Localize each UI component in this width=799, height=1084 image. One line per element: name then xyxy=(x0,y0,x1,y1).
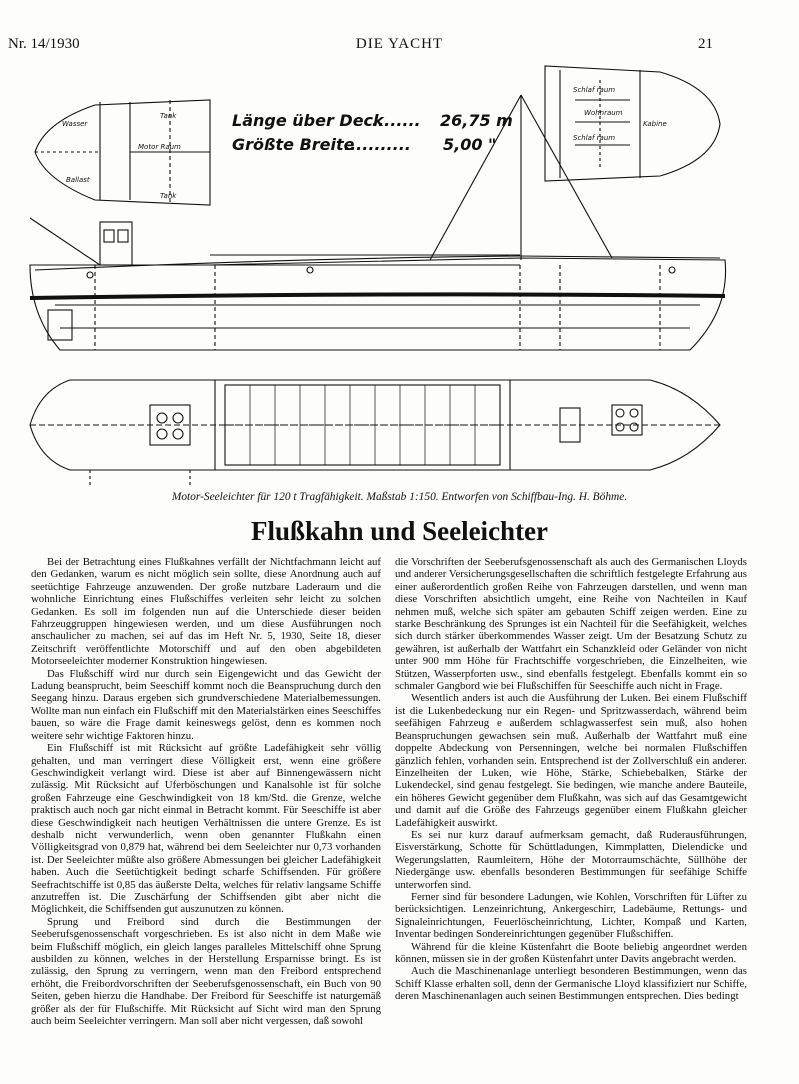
beam-label: Größte Breite xyxy=(232,135,355,154)
length-dots: ........ xyxy=(372,111,421,130)
label-right-mid: Wohnraum xyxy=(584,109,623,117)
article-column-left xyxy=(31,556,381,1027)
magazine-title: DIE YACHT xyxy=(355,36,444,52)
article-column-right xyxy=(395,556,747,1003)
label-tank-bottom: Tank xyxy=(160,192,177,200)
side-profile-hull xyxy=(30,258,726,350)
label-wasser: Wasser xyxy=(62,120,88,128)
issue-number: Nr. 14/1930 xyxy=(8,36,80,52)
paragraph: Während für die kleine Küstenfahrt die Boote beliebig angeordnet werden können, müssen sie in der großen Küstenfahrt unter Davits angebracht werden. xyxy=(395,940,747,965)
label-ballast: Ballast xyxy=(66,176,90,184)
length-value: 26,75 m xyxy=(440,111,513,130)
article-title: Flußkahn und Seeleichter xyxy=(250,516,549,546)
paragraph: Sprung und Freibord sind durch die Bestimmungen der Seeberufsgenossenschaft vorgeschrieben. Es ist also nicht in dem Maße wie beim Flußschiff möglich, ein gleich langes paralleles Mittelschiff ohne Sprung ausbilden zu können, welches in der Herstellung Ersparnisse bringt. Es ist zulässig, den Sprung zu verringern, wenn man den Freibord entsprechend erhöht, die Freibordvorschriften der Seeberufsgenossenschaft, ein Buch von 90 Seiten, geben hierzu die Handhabe. Der Freibord für Seeschiffe ist naturgemäß größer als der für Flußschiffe. Mit Rücksicht auf Sicht wird man den Sprung auch beim Seeleichter verringern. Man soll aber nicht vergessen, daß sowohl xyxy=(31,915,381,1028)
paragraph: Das Flußschiff wird nur durch sein Eigengewicht und das Gewicht der Ladung beansprucht, beim Seeschiff kommt noch die Beanspruchung durch den Seegang hinzu. Daraus ergeben sich grundverschiedene Materialbemessungen. Wollte man nun einfach ein Flußschiff mit den Materialstärken eines Seeschiffes bauen, so wäre die Frage damit keineswegs gelöst, denn es kommen noch weitere sehr wichtige Faktoren hinzu. xyxy=(31,667,381,742)
label-tank-top: Tank xyxy=(160,112,177,120)
label-right-side: Kabine xyxy=(643,120,667,128)
wheelhouse xyxy=(100,222,132,265)
ship-drawing xyxy=(0,60,799,500)
paragraph: Es sei nur kurz darauf aufmerksam gemacht, daß Ruderausführungen, Eisverstärkung, Schotte für Schüttladungen, Kimmplatten, Dielendicke und Wegerungslatten, Raumleitern, Höhe der Motorraumschächte, Süllhöhe der Niedergänge usw. ebenfalls besonderen Bestimmungen für seefähige Schiffe unterworfen sind. xyxy=(395,828,747,891)
beam-dots: ........... xyxy=(344,135,411,154)
figure-caption: Motor-Seeleichter für 120 t Tragfähigkeit. Maßstab 1:150. Entworfen von Schiffbau-Ing. H. Böhme. xyxy=(171,491,628,503)
paragraph: Bei der Betrachtung eines Flußkahnes verfällt der Nichtfachmann leicht auf den Gedanken, warum es nicht möglich sein sollte, diese Anordnung auch auf seetüchtige Fahrzeuge anzuwenden. Der große nutzbare Laderaum und die wohnliche Einrichtung eines Flußschiffes verleiten sehr leicht zu solchen Gedanken. Es soll im folgenden nun auf die Unterschiede dieser beiden Fahrzeuggruppen hingewiesen werden, und um diese Ausführungen noch anschaulicher zu machen, sei auf das im Heft Nr. 5, 1930, Seite 18, dieser Zeitschrift veröffentlichte Motorschiff und auf den oben abgebildeten Motorseeleichter moderner Konstruktion hingewiesen. xyxy=(31,556,381,668)
paragraph: Wesentlich anders ist auch die Ausführung der Luken. Bei einem Flußschiff ist die Lukenbedeckung nur ein Regen- und Spritzwasserdach, während beim seefähigen Fahrzeug e außerdem schlagwasserfest sein muß, also hohen Beanspruchungen gewachsen sein muß. Außerhalb der Wattfahrt muß eine doppelte Abdeckung von Persenningen, welche bei normalen Flußschiffen gänzlich fehlen, vorhanden sein. Entsprechend ist der Zollverschluß ein anderer. Einzelheiten der Luken, wie Höhe, Stärke, Schiebebalken, Stärke der Lukendeckel, sind genau festgelegt. Sie bedingen, wie manche andere Bauteile, ein höheres Gewicht gegenüber dem Flußkahn, was sich auf das Gesamtgewicht und damit auf die Größe des Fahrzeugs gegenüber einem Flußkahn gleicher Ladefähigkeit auswirkt. xyxy=(395,692,747,829)
paragraph: Ferner sind für besondere Ladungen, wie Kohlen, Vorschriften für Lüfter zu berücksichtigen. Lenzeinrichtung, Ankergeschirr, Ladebäume, Rettungs- und Signaleinrichtungen, Feuerlöscheinrichtung, Lichter, Kompaß und Karten, Inventar bedingen Sondereinrichtungen gegenüber Flußschiffen. xyxy=(395,890,747,941)
label-motor-raum: Motor Raum xyxy=(138,143,181,151)
paragraph: die Vorschriften der Seeberufsgenossenschaft als auch des Germanischen Lloyds und anderer Versicherungsgesellschaften die schriftlich festgelegte Erfahrung aus einer außerordentlich großen Reihe von Fahrzeugen darstellen, und wenn man diese Vorschriften absichtlich umgeht, eine Reihe von Nachteilen in Kauf nehmen muß, welche sich später am gebauten Schiff zeigen werden. Eine zu starke Beschränkung des Sprunges ist ein Nachteil für die Seefähigkeit, welches sich durch stärker überkommendes Wasser zeigt. Um der Besatzung Schutz zu gewähren, ist außerhalb der Wattfahrt ein Schanzkleid oder Geländer von nicht unter 900 mm Höhe für Frachtschiffe vorgeschrieben, die Einzelheiten, wie Stützen, Wasserpforten usw., sind ebenfalls festgelegt. Ebenfalls kommt ein so schmaler Gangbord wie bei Flußschiffen für Seeschiffe auch nicht in Frage. xyxy=(395,556,747,693)
section-plan-right xyxy=(545,66,720,181)
paragraph: Ein Flußschiff ist mit Rücksicht auf größte Ladefähigkeit sehr völlig gehalten, und man verringert diese Völligkeit erst, wenn eine größere Geschwindigkeit verlangt wird. Diese ist aber auf Binnengewässern nicht zulässig. Mit Rücksicht auf Uferböschungen und Kanalsohle ist für solche großen Fahrzeuge eine Geschwindigkeit von 18 km/Std. die Grenze, welche praktisch auch noch gar nicht einmal in Betracht kommt. Für Seeschiffe ist aber diese Geschwindigkeit nach heutigen Verhältnissen die untere Grenze. Es ist deshalb nicht verwunderlich, wenn oben genannter Flußkahn einen Völligkeitsgrad von 0,879 hat, während bei dem Seeleichter nur 0,73 vorhanden ist. Der Seeleichter müßte also größere Abmessungen bei gleicher Ladefähigkeit haben. Auch die Seetüchtigkeit bedingt scharfe Schiffsenden. Für größere Seefrachtschiffe ist 0,85 das äußerste Delta, welches für relativ langsame Schiffe anzutreffen ist. Die Zuschärfung der Schiffsenden gibt aber nicht die Möglichkeit, die Schiffsenden gut auszunutzen zu können. xyxy=(31,742,381,916)
label-right-bottom: Schlaf raum xyxy=(573,134,616,142)
label-right-top: Schlaf raum xyxy=(573,86,616,94)
paragraph: Auch die Maschinenanlage unterliegt besonderen Bestimmungen, wenn das Schiff Klasse erhalten soll, denn der Germanische Lloyd klassifiziert nur Schiffe, deren Maschinenanlagen auch seinen Bestimmungen entsprechen. Dies bedingt xyxy=(395,965,747,1003)
beam-value: 5,00 " xyxy=(443,135,497,154)
length-label: Länge über Deck xyxy=(232,111,384,130)
page-number: 21 xyxy=(698,36,713,52)
